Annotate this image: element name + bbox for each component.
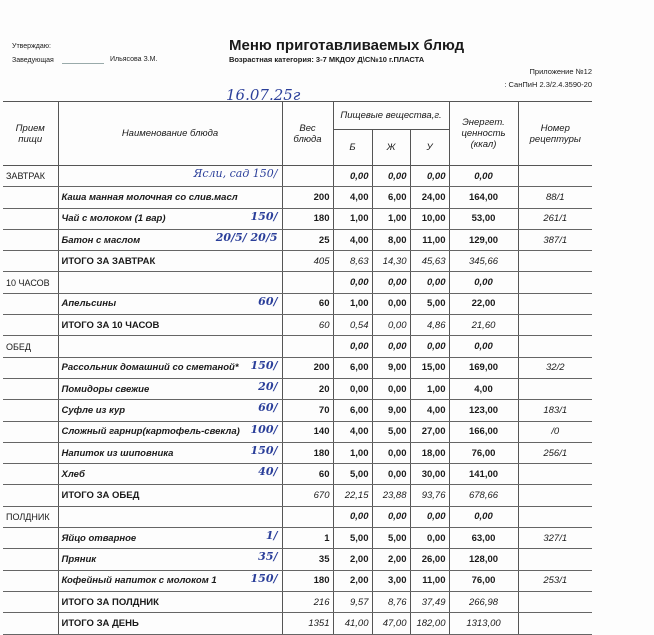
dish-row — [3, 378, 592, 399]
head-role: Заведующая — [12, 57, 54, 64]
energy-cell: 678,66 — [449, 485, 518, 506]
carbs-cell: 18,00 — [410, 442, 449, 463]
protein-cell: 8,63 — [333, 251, 372, 272]
fat-cell: 0,00 — [372, 293, 410, 314]
dish-cell — [58, 272, 282, 293]
meal-cell — [3, 464, 58, 485]
protein-cell: 0,54 — [333, 315, 372, 336]
header-protein: Б — [333, 130, 372, 166]
handwritten-note: 1/ — [265, 529, 278, 543]
weight-cell: 216 — [282, 591, 333, 612]
weight-cell: 70 — [282, 400, 333, 421]
recipe-cell — [518, 293, 592, 314]
dish-row — [3, 442, 592, 463]
handwritten-note: 150/ — [250, 209, 278, 223]
carbs-cell: 5,00 — [410, 293, 449, 314]
carbs-cell: 0,00 — [410, 528, 449, 549]
energy-cell: 0,00 — [449, 272, 518, 293]
dish-cell: Пряник 35/ — [58, 549, 282, 570]
protein-cell: 1,00 — [333, 442, 372, 463]
page-title: Меню приготавливаемых блюд — [229, 37, 465, 54]
handwritten-note: 150/ — [250, 443, 278, 457]
age-category: Возрастная категория: 3-7 МКДОУ Д\С№10 г.ПЛАСТА — [229, 55, 425, 64]
meal-cell — [3, 229, 58, 250]
fat-cell: 0,00 — [372, 166, 410, 187]
carbs-cell: 30,00 — [410, 464, 449, 485]
total-row — [3, 591, 592, 612]
handwritten-note: 40/ — [258, 465, 278, 479]
handwritten-note: Ясли, сад 150/ — [193, 167, 278, 180]
weight-cell: 60 — [282, 315, 333, 336]
energy-cell: 164,00 — [449, 187, 518, 208]
meal-cell — [3, 421, 58, 442]
header-carbs: У — [410, 130, 449, 166]
recipe-cell: 327/1 — [518, 528, 592, 549]
meal-cell — [3, 485, 58, 506]
dish-row — [3, 208, 592, 229]
header-meal: Прием пищи — [3, 102, 58, 166]
energy-cell: 266,98 — [449, 591, 518, 612]
dish-cell — [58, 336, 282, 357]
recipe-cell: 261/1 — [518, 208, 592, 229]
fat-cell: 5,00 — [372, 528, 410, 549]
fat-cell: 1,00 — [372, 208, 410, 229]
dish-cell: Суфле из кур 60/ — [58, 400, 282, 421]
meal-cell — [3, 591, 58, 612]
weight-cell — [282, 272, 333, 293]
dish-row — [3, 187, 592, 208]
weight-cell: 670 — [282, 485, 333, 506]
dish-cell: ИТОГО ЗА 10 ЧАСОВ — [58, 315, 282, 336]
weight-cell: 180 — [282, 570, 333, 591]
dish-cell: Хлеб 40/ — [58, 464, 282, 485]
handwritten-note: 20/5/ 20/5 — [215, 230, 278, 244]
energy-cell: 169,00 — [449, 357, 518, 378]
dish-row — [3, 229, 592, 250]
header-recipe: Номер рецептуры — [518, 102, 592, 166]
handwritten-date: 16.07.25г — [226, 86, 301, 104]
weight-cell: 180 — [282, 208, 333, 229]
energy-cell: 123,00 — [449, 400, 518, 421]
fat-cell: 23,88 — [372, 485, 410, 506]
energy-cell: 0,00 — [449, 506, 518, 527]
protein-cell: 5,00 — [333, 464, 372, 485]
protein-cell: 2,00 — [333, 570, 372, 591]
carbs-cell: 4,00 — [410, 400, 449, 421]
dish-row — [3, 464, 592, 485]
fat-cell: 0,00 — [372, 272, 410, 293]
fat-cell: 0,00 — [372, 378, 410, 399]
annex-label: Приложение №12 — [529, 67, 592, 76]
recipe-cell — [518, 506, 592, 527]
protein-cell: 4,00 — [333, 421, 372, 442]
handwritten-note: 20/ — [258, 379, 278, 393]
fat-cell: 0,00 — [372, 442, 410, 463]
protein-cell: 0,00 — [333, 336, 372, 357]
fat-cell: 9,00 — [372, 357, 410, 378]
dish-cell — [58, 166, 282, 187]
dish-row — [3, 357, 592, 378]
carbs-cell: 0,00 — [410, 166, 449, 187]
dish-cell: ИТОГО ЗА ЗАВТРАК — [58, 251, 282, 272]
carbs-cell: 1,00 — [410, 378, 449, 399]
dish-row — [3, 400, 592, 421]
protein-cell: 4,00 — [333, 229, 372, 250]
meal-cell — [3, 570, 58, 591]
fat-cell: 3,00 — [372, 570, 410, 591]
fat-cell: 0,00 — [372, 464, 410, 485]
dish-cell: Яйцо отварное 1/ — [58, 528, 282, 549]
recipe-cell — [518, 336, 592, 357]
carbs-cell: 10,00 — [410, 208, 449, 229]
total-row — [3, 315, 592, 336]
energy-cell: 1313,00 — [449, 613, 518, 634]
total-row — [3, 485, 592, 506]
meal-cell: ОБЕД — [3, 336, 58, 357]
handwritten-note: 150/ — [250, 571, 278, 585]
head-name: Ильясова З.М. — [110, 56, 158, 63]
dish-cell: ИТОГО ЗА ОБЕД — [58, 485, 282, 506]
approve-label: Утверждаю: — [12, 43, 51, 50]
carbs-cell: 0,00 — [410, 336, 449, 357]
dish-cell: Каша манная молочная со слив.масл — [58, 187, 282, 208]
recipe-cell — [518, 613, 592, 634]
dish-cell: ИТОГО ЗА ПОЛДНИК — [58, 591, 282, 612]
meal-cell — [3, 187, 58, 208]
meal-cell — [3, 251, 58, 272]
carbs-cell: 93,76 — [410, 485, 449, 506]
meal-cell: ЗАВТРАК — [3, 166, 58, 187]
protein-cell: 1,00 — [333, 208, 372, 229]
weight-cell: 60 — [282, 293, 333, 314]
fat-cell: 5,00 — [372, 421, 410, 442]
energy-cell: 166,00 — [449, 421, 518, 442]
fat-cell: 8,76 — [372, 591, 410, 612]
energy-cell: 4,00 — [449, 378, 518, 399]
carbs-cell: 0,00 — [410, 506, 449, 527]
recipe-cell: 88/1 — [518, 187, 592, 208]
carbs-cell: 11,00 — [410, 229, 449, 250]
recipe-cell — [518, 464, 592, 485]
meal-row — [3, 272, 592, 293]
protein-cell: 0,00 — [333, 166, 372, 187]
header-weight: Вес блюда — [282, 102, 333, 166]
weight-cell: 60 — [282, 464, 333, 485]
energy-cell: 76,00 — [449, 442, 518, 463]
fat-cell: 0,00 — [372, 506, 410, 527]
protein-cell: 2,00 — [333, 549, 372, 570]
total-row — [3, 251, 592, 272]
meal-cell: ПОЛДНИК — [3, 506, 58, 527]
carbs-cell: 11,00 — [410, 570, 449, 591]
meal-cell — [3, 400, 58, 421]
protein-cell: 6,00 — [333, 400, 372, 421]
protein-cell: 6,00 — [333, 357, 372, 378]
header-nutrients: Пищевые вещества,г. — [333, 102, 449, 130]
dish-cell: Напиток из шиповника 150/ — [58, 442, 282, 463]
carbs-cell: 15,00 — [410, 357, 449, 378]
fat-cell: 8,00 — [372, 229, 410, 250]
weight-cell: 20 — [282, 378, 333, 399]
total-row — [3, 613, 592, 634]
dish-cell: Сложный гарнир(картофель-свекла) 100/ — [58, 421, 282, 442]
weight-cell: 200 — [282, 357, 333, 378]
recipe-cell — [518, 549, 592, 570]
recipe-cell: 387/1 — [518, 229, 592, 250]
dish-row — [3, 293, 592, 314]
meal-row — [3, 166, 592, 187]
meal-cell — [3, 442, 58, 463]
meal-cell — [3, 613, 58, 634]
sanpin-label: : СанПиН 2.3/2.4.3590-20 — [504, 80, 592, 89]
energy-cell: 0,00 — [449, 166, 518, 187]
meal-cell — [3, 378, 58, 399]
recipe-cell — [518, 378, 592, 399]
fat-cell: 47,00 — [372, 613, 410, 634]
energy-cell: 345,66 — [449, 251, 518, 272]
weight-cell: 1351 — [282, 613, 333, 634]
meal-cell — [3, 528, 58, 549]
protein-cell: 1,00 — [333, 293, 372, 314]
protein-cell: 0,00 — [333, 378, 372, 399]
weight-cell — [282, 166, 333, 187]
signature-line — [62, 63, 104, 64]
carbs-cell: 27,00 — [410, 421, 449, 442]
recipe-cell: 32/2 — [518, 357, 592, 378]
recipe-cell — [518, 485, 592, 506]
dish-cell: Рассольник домашний со сметаной* 150/ — [58, 357, 282, 378]
handwritten-note: 60/ — [258, 401, 278, 415]
protein-cell: 0,00 — [333, 272, 372, 293]
menu-table — [3, 101, 592, 635]
fat-cell: 0,00 — [372, 315, 410, 336]
meal-cell — [3, 208, 58, 229]
protein-cell: 41,00 — [333, 613, 372, 634]
meal-cell — [3, 293, 58, 314]
weight-cell: 1 — [282, 528, 333, 549]
meal-cell — [3, 315, 58, 336]
meal-cell — [3, 549, 58, 570]
dish-cell: Батон с маслом 20/5/ 20/5 — [58, 229, 282, 250]
recipe-cell: 256/1 — [518, 442, 592, 463]
recipe-cell — [518, 166, 592, 187]
dish-row — [3, 549, 592, 570]
weight-cell: 180 — [282, 442, 333, 463]
recipe-cell — [518, 251, 592, 272]
carbs-cell: 45,63 — [410, 251, 449, 272]
dish-cell: Кофейный напиток с молоком 1 150/ — [58, 570, 282, 591]
energy-cell: 129,00 — [449, 229, 518, 250]
carbs-cell: 26,00 — [410, 549, 449, 570]
energy-cell: 22,00 — [449, 293, 518, 314]
dish-cell: Помидоры свежие 20/ — [58, 378, 282, 399]
dish-row — [3, 570, 592, 591]
handwritten-note: 35/ — [258, 550, 278, 564]
weight-cell — [282, 336, 333, 357]
carbs-cell: 182,00 — [410, 613, 449, 634]
fat-cell: 9,00 — [372, 400, 410, 421]
carbs-cell: 0,00 — [410, 272, 449, 293]
carbs-cell: 24,00 — [410, 187, 449, 208]
energy-cell: 141,00 — [449, 464, 518, 485]
handwritten-note: 60/ — [258, 294, 278, 308]
handwritten-note: 100/ — [250, 422, 278, 436]
weight-cell: 25 — [282, 229, 333, 250]
fat-cell: 14,30 — [372, 251, 410, 272]
recipe-cell — [518, 591, 592, 612]
energy-cell: 53,00 — [449, 208, 518, 229]
weight-cell: 140 — [282, 421, 333, 442]
recipe-cell: 183/1 — [518, 400, 592, 421]
header-energy: Энергет. ценность (ккал) — [449, 102, 518, 166]
weight-cell: 35 — [282, 549, 333, 570]
recipe-cell: /0 — [518, 421, 592, 442]
header-fat: Ж — [372, 130, 410, 166]
header-dish: Наименование блюда — [58, 102, 282, 166]
protein-cell: 9,57 — [333, 591, 372, 612]
fat-cell: 2,00 — [372, 549, 410, 570]
recipe-cell — [518, 315, 592, 336]
meal-cell — [3, 357, 58, 378]
dish-cell: Чай с молоком (1 вар) 150/ — [58, 208, 282, 229]
weight-cell: 200 — [282, 187, 333, 208]
meal-row — [3, 336, 592, 357]
fat-cell: 0,00 — [372, 336, 410, 357]
dish-cell — [58, 506, 282, 527]
energy-cell: 63,00 — [449, 528, 518, 549]
dish-cell: ИТОГО ЗА ДЕНЬ — [58, 613, 282, 634]
protein-cell: 0,00 — [333, 506, 372, 527]
energy-cell: 21,60 — [449, 315, 518, 336]
energy-cell: 76,00 — [449, 570, 518, 591]
energy-cell: 0,00 — [449, 336, 518, 357]
handwritten-note: 150/ — [250, 358, 278, 372]
meal-row — [3, 506, 592, 527]
dish-cell: Апельсины 60/ — [58, 293, 282, 314]
dish-row — [3, 528, 592, 549]
protein-cell: 4,00 — [333, 187, 372, 208]
carbs-cell: 4,86 — [410, 315, 449, 336]
carbs-cell: 37,49 — [410, 591, 449, 612]
recipe-cell — [518, 272, 592, 293]
weight-cell: 405 — [282, 251, 333, 272]
meal-cell: 10 ЧАСОВ — [3, 272, 58, 293]
protein-cell: 5,00 — [333, 528, 372, 549]
energy-cell: 128,00 — [449, 549, 518, 570]
recipe-cell: 253/1 — [518, 570, 592, 591]
dish-row — [3, 421, 592, 442]
weight-cell — [282, 506, 333, 527]
fat-cell: 6,00 — [372, 187, 410, 208]
protein-cell: 22,15 — [333, 485, 372, 506]
